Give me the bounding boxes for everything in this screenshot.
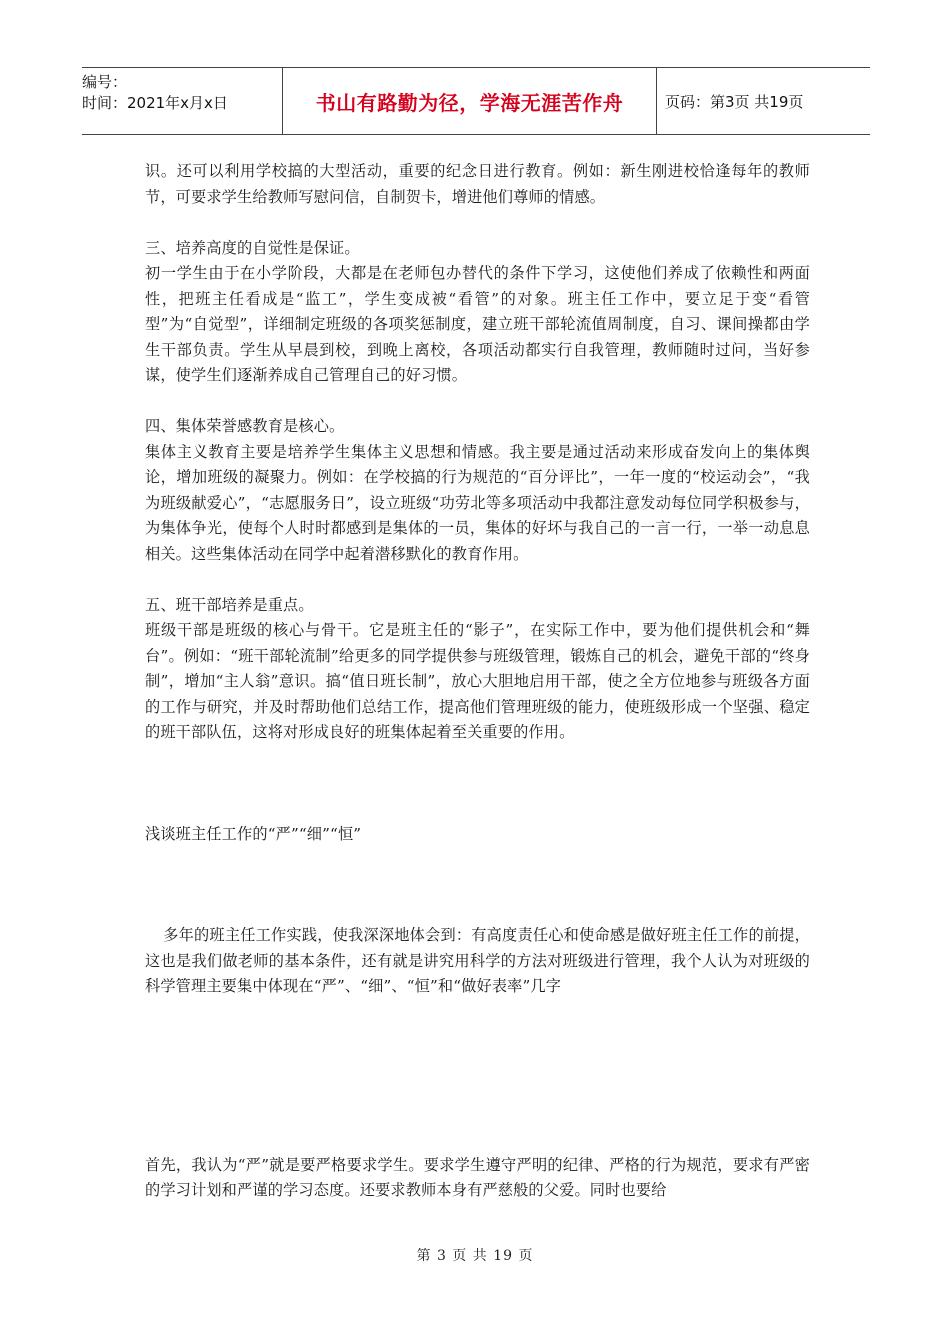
page-footer: 第 3 页 共 19 页: [416, 1248, 534, 1264]
article-title: 浅谈班主任工作的“严”“细”“恒”: [145, 824, 362, 843]
paragraph-continuation: 识。还可以利用学校搞的大型活动，重要的纪念日进行教育。例如：新生刚进校恰逢每年的教师节，可要求学生给教师写慰问信，自制贺卡，增进他们尊师的情感。: [145, 162, 810, 206]
header-meta: [82, 68, 282, 134]
page-header: [82, 67, 870, 135]
paragraph-strictness: 首先，我认为“严”就是要严格要求学生。要求学生遵守严明的纪律、严格的行为规范，要求有严密的学习计划和严谨的学习态度。还要求教师本身有严慈般的父爱。同时也要给: [145, 1155, 810, 1199]
section-heading-5: 五、班干部培养是重点。: [145, 595, 314, 614]
document-time-label: 时间：2021年x月x日: [82, 94, 228, 112]
paragraph-intro: 多年的班主任工作实践，使我深深地体会到：有高度责任心和使命感是做好班主任工作的前提，这也是我们做老师的基本条件，还有就是讲究用科学的方法对班级进行管理，我个人认为对班级的科学管理主要集中体现在“严”、“细”、“恒”和“做好表率”几字: [145, 926, 810, 995]
document-number-label: 编号：: [82, 73, 128, 91]
section-heading-3: 三、培养高度的自觉性是保证。: [145, 238, 360, 257]
section-heading-4: 四、集体荣誉感教育是核心。: [145, 417, 345, 435]
paragraph-self-discipline: 初一学生由于在小学阶段，大都是在老师包办替代的条件下学习，这使他们养成了依赖性和两面性，把班主任看成是“监工”，学生变成被“看管”的对象。班主任工作中，要立足于变“看管型”为“自觉型”，详细制定班级的各项奖惩制度，建立班干部轮流值周制度，自习、课间操都由学生干部负责。学生从早晨到校，到晚上离校，各项活动都实行自我管理，教师随时过问，当好参谋，使学生们逐渐养成自己管理自己的好习惯。: [145, 264, 810, 384]
paragraph-collective-honor: 集体主义教育主要是培养学生集体主义思想和情感。我主要是通过活动来形成奋发向上的集体舆论，增加班级的凝聚力。例如：在学校搞的行为规范的“百分评比”，一年一度的“校运动会”，“我为班级献爱心”，“志愿服务日”，设立班级“功劳北等多项活动中我都注意发动每位同学积极参与，为集体争光，使每个人时时都感到是集体的一员，集体的好坏与我自己的一言一行，一举一动息息相关。这些集体活动在同学中起着潜移默化的教育作用。: [145, 442, 810, 563]
paragraph-class-cadres: 班级干部是班级的核心与骨干。它是班主任的“影子”，在实际工作中，要为他们提供机会和“舞台”。例如：“班干部轮流制”给更多的同学提供参与班级管理，锻炼自己的机会，避免干部的“终身制”，增加“主人翁”意识。搞“值日班长制”，放心大胆地启用干部，使之全方位地参与班级各方面的工作与研究，并及时帮助他们总结工作，提高他们管理班级的能力，使班级形成一个坚强、稳定的班干部队伍，这将对形成良好的班集体起着至关重要的作用。: [145, 621, 810, 741]
header-page-info: 页码：第3页 共19页: [665, 92, 804, 111]
header-motto: 书山有路勤为径，学海无涯苦作舟: [282, 68, 657, 134]
document-body: [145, 159, 810, 1204]
